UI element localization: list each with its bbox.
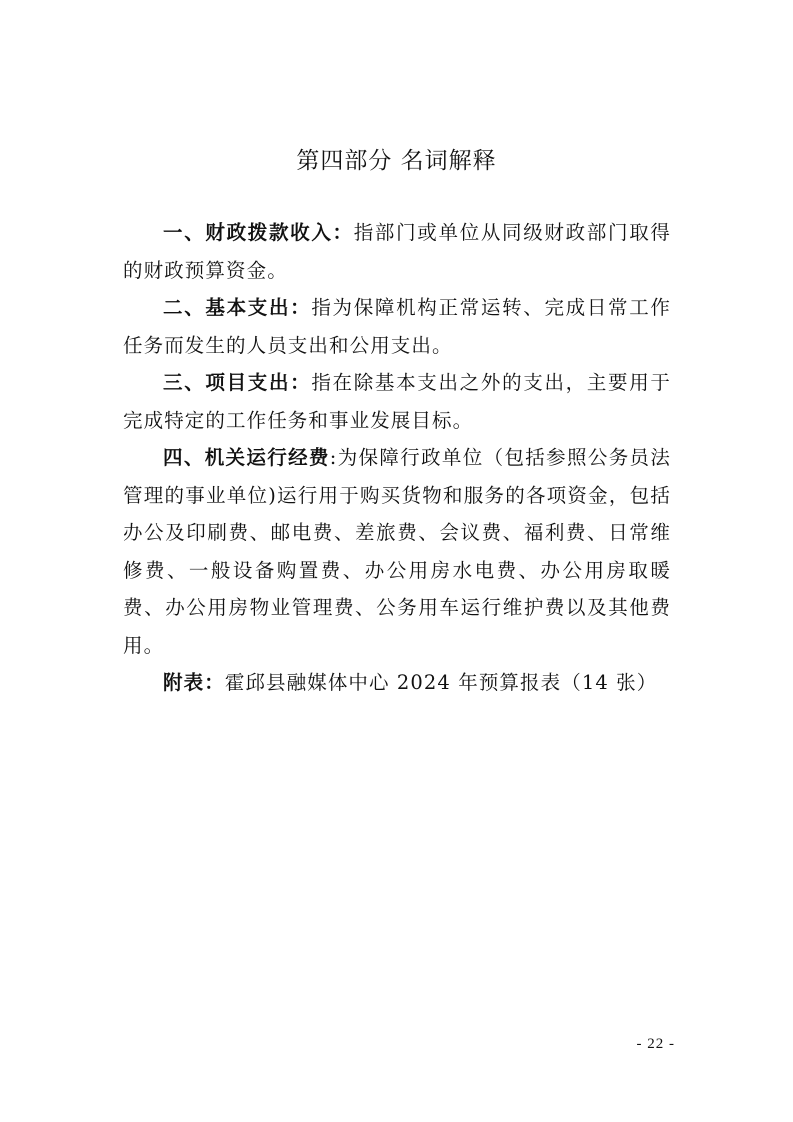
term-appendix: 附表： [163, 671, 225, 694]
definition-basic-expenditure: 指为保障机构正常运转、完成日常工作任务而发生的人员支出和公用支出。 [123, 296, 672, 357]
definition-operating-expenses: :为保障行政单位（包括参照公务员法管理的事业单位)运行用于购买货物和服务的各项资金，包括办公及印刷费、邮电费、差旅费、会议费、福利费、日常维修费、一般设备购置费、办公用房水电费、办公用房取暖费、办公用房物业管理费、公务用车运行维护费以及其他费用。 [123, 446, 671, 657]
definition-paragraph-basic-expenditure [123, 289, 671, 364]
appendix-description: 霍邱县融媒体中心 2024 年预算报表（14 张） [224, 671, 658, 694]
page-title: 第四部分 名词解释 [296, 148, 497, 174]
definition-paragraph-fiscal-appropriation-income [123, 214, 671, 289]
page-number: - 22 - [636, 1036, 675, 1052]
term-project-expenditure: 三、项目支出： [163, 371, 312, 394]
definition-project-expenditure: 指在除基本支出之外的支出，主要用于完成特定的工作任务和事业发展目标。 [123, 371, 672, 432]
document-body [123, 214, 671, 702]
definition-fiscal-appropriation-income: 指部门或单位从同级财政部门取得的财政预算资金。 [123, 221, 671, 282]
definition-paragraph-operating-expenses [123, 439, 671, 664]
term-operating-expenses: 四、机关运行经费 [163, 446, 330, 469]
definition-paragraph-project-expenditure [123, 364, 671, 439]
term-fiscal-appropriation-income: 一、财政拨款收入： [163, 221, 354, 244]
appendix-paragraph [123, 664, 671, 702]
term-basic-expenditure: 二、基本支出： [163, 296, 312, 319]
